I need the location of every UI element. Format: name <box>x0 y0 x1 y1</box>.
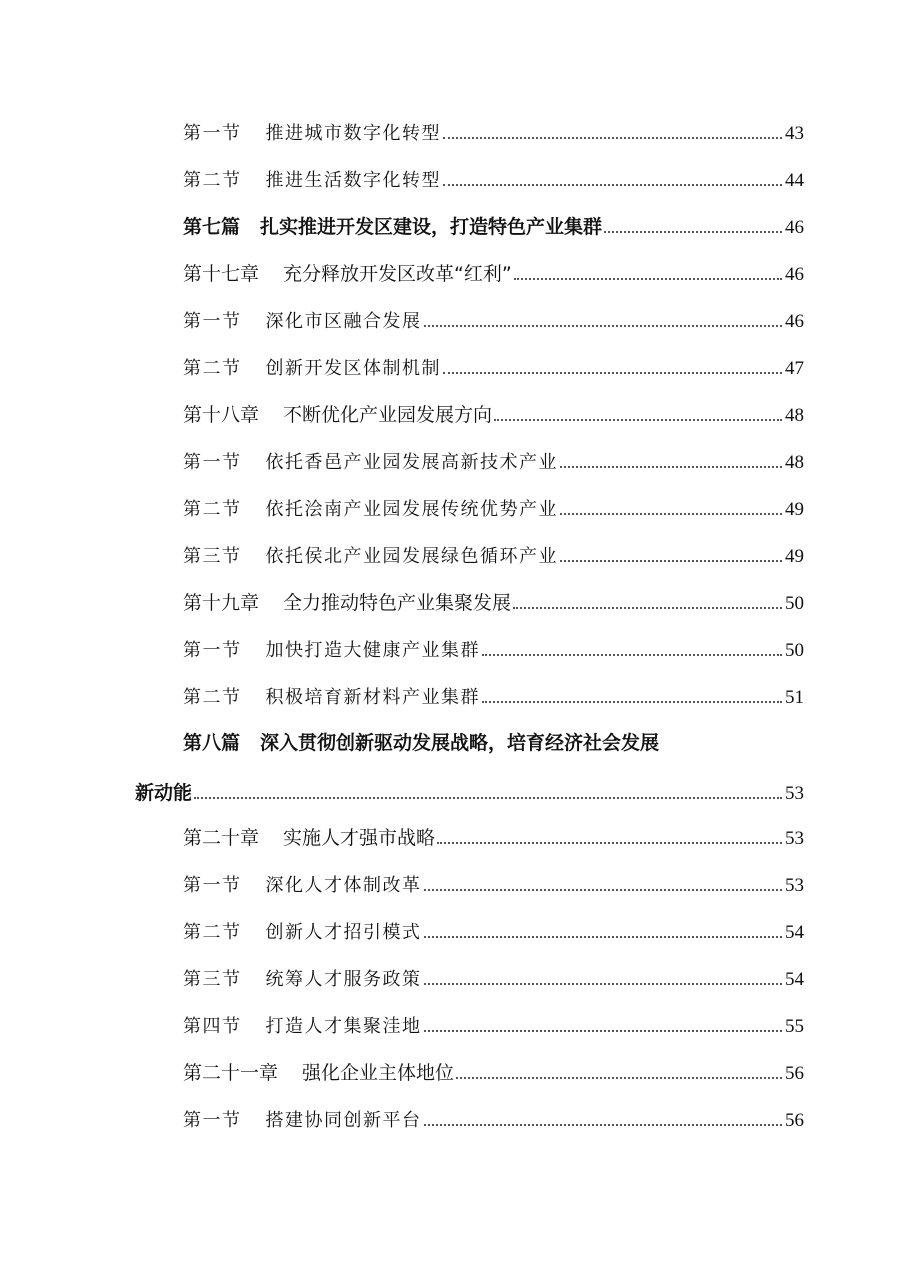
toc-entry[interactable] <box>0 820 900 856</box>
dot-leader <box>456 1077 782 1079</box>
toc-entry-wrapped[interactable] <box>0 726 900 811</box>
dot-leader <box>194 797 782 799</box>
entry-page: 51 <box>785 687 804 708</box>
entry-page: 49 <box>785 499 804 520</box>
entry-page: 48 <box>785 452 804 473</box>
entry-page: 46 <box>785 311 804 332</box>
dot-leader <box>560 513 782 515</box>
entry-title: 强化企业主体地位 <box>302 1062 455 1084</box>
entry-title: 扎实推进开发区建设，打造特色产业集群 <box>260 216 603 238</box>
entry-page: 55 <box>785 1016 804 1037</box>
entry-number: 第一节 <box>183 311 242 332</box>
dot-leader <box>482 701 782 703</box>
entry-number: 第一节 <box>183 875 242 896</box>
entry-number: 第二节 <box>183 358 242 379</box>
entry-title: 依托侯北产业园发展绿色循环产业 <box>265 546 558 567</box>
toc-entry[interactable] <box>0 303 900 339</box>
dot-leader <box>560 466 782 468</box>
entry-number: 第一节 <box>183 640 242 661</box>
entry-title: 深入贯彻创新驱动发展战略，培育经济社会发展 <box>260 732 660 754</box>
dot-leader <box>514 278 782 280</box>
dot-leader <box>494 419 782 421</box>
entry-page: 54 <box>785 969 804 990</box>
entry-number: 第一节 <box>183 452 242 473</box>
entry-page: 56 <box>785 1063 804 1084</box>
entry-number: 第一节 <box>183 1110 242 1131</box>
entry-title: 推进城市数字化转型 <box>265 123 441 144</box>
dot-leader <box>424 325 783 327</box>
entry-title: 搭建协同创新平台 <box>265 1110 422 1131</box>
entry-number: 第八篇 <box>183 732 241 754</box>
toc-entry[interactable] <box>0 914 900 950</box>
entry-page: 49 <box>785 546 804 567</box>
dot-leader <box>424 936 783 938</box>
entry-title: 积极培育新材料产业集群 <box>265 687 480 708</box>
toc-entry[interactable] <box>0 867 900 903</box>
dot-leader <box>482 654 782 656</box>
toc-entry[interactable] <box>0 444 900 480</box>
entry-number: 第二十章 <box>183 827 260 849</box>
entry-title: 不断优化产业园发展方向 <box>283 404 493 426</box>
dot-leader <box>604 231 782 233</box>
toc-entry[interactable] <box>0 350 900 386</box>
entry-number: 第十八章 <box>183 404 260 426</box>
entry-number: 第二十一章 <box>183 1062 279 1084</box>
entry-title: 依托香邑产业园发展高新技术产业 <box>265 452 558 473</box>
dot-leader <box>443 137 782 139</box>
entry-number: 第一节 <box>183 123 242 144</box>
entry-title: 充分释放开发区改革“红利” <box>283 263 512 285</box>
entry-page: 43 <box>785 123 804 144</box>
dot-leader <box>424 1124 783 1126</box>
dot-leader <box>560 560 782 562</box>
toc-entry[interactable] <box>0 538 900 574</box>
entry-page: 46 <box>785 264 804 285</box>
dot-leader <box>424 1030 783 1032</box>
toc-entry[interactable] <box>0 209 900 245</box>
toc-entry[interactable] <box>0 1008 900 1044</box>
entry-title: 打造人才集聚洼地 <box>265 1016 422 1037</box>
entry-title: 创新开发区体制机制 <box>265 358 441 379</box>
entry-number: 第二节 <box>183 170 242 191</box>
entry-page: 56 <box>785 1110 804 1131</box>
entry-page: 53 <box>785 828 804 849</box>
entry-page: 53 <box>785 783 804 804</box>
entry-page: 47 <box>785 358 804 379</box>
entry-title-continuation: 新动能 <box>135 782 193 804</box>
toc-entry[interactable] <box>0 115 900 151</box>
dot-leader <box>443 184 782 186</box>
entry-number: 第二节 <box>183 499 242 520</box>
entry-page: 54 <box>785 922 804 943</box>
entry-title: 统筹人才服务政策 <box>265 969 422 990</box>
toc-entry[interactable] <box>0 1102 900 1138</box>
entry-number: 第二节 <box>183 922 242 943</box>
entry-number: 第十七章 <box>183 263 260 285</box>
entry-title: 深化市区融合发展 <box>265 311 422 332</box>
entry-number: 第七篇 <box>183 216 241 238</box>
toc-entry[interactable] <box>0 1055 900 1091</box>
entry-title: 推进生活数字化转型 <box>265 170 441 191</box>
entry-title: 依托浍南产业园发展传统优势产业 <box>265 499 558 520</box>
toc-entry[interactable] <box>0 491 900 527</box>
entry-title: 实施人才强市战略 <box>283 827 436 849</box>
dot-leader <box>443 372 782 374</box>
toc-entry[interactable] <box>0 961 900 997</box>
entry-page: 46 <box>785 217 804 238</box>
entry-title: 加快打造大健康产业集群 <box>265 640 480 661</box>
toc-entry[interactable] <box>0 256 900 292</box>
entry-title: 创新人才招引模式 <box>265 922 422 943</box>
entry-page: 53 <box>785 875 804 896</box>
entry-title: 全力推动特色产业集聚发展 <box>283 592 512 614</box>
toc-entry[interactable] <box>0 162 900 198</box>
dot-leader <box>424 983 783 985</box>
entry-number: 第十九章 <box>183 592 260 614</box>
entry-title: 深化人才体制改革 <box>265 875 422 896</box>
dot-leader <box>424 889 783 891</box>
toc-entry[interactable] <box>0 585 900 621</box>
entry-number: 第四节 <box>183 1016 242 1037</box>
toc-entry[interactable] <box>0 397 900 433</box>
toc-entry[interactable] <box>0 679 900 715</box>
entry-number: 第三节 <box>183 969 242 990</box>
entry-page: 50 <box>785 640 804 661</box>
entry-page: 50 <box>785 593 804 614</box>
toc-entry[interactable] <box>0 632 900 668</box>
entry-number: 第二节 <box>183 687 242 708</box>
entry-page: 48 <box>785 405 804 426</box>
dot-leader <box>513 607 782 609</box>
dot-leader <box>437 842 782 844</box>
entry-page: 44 <box>785 170 804 191</box>
entry-number: 第三节 <box>183 546 242 567</box>
